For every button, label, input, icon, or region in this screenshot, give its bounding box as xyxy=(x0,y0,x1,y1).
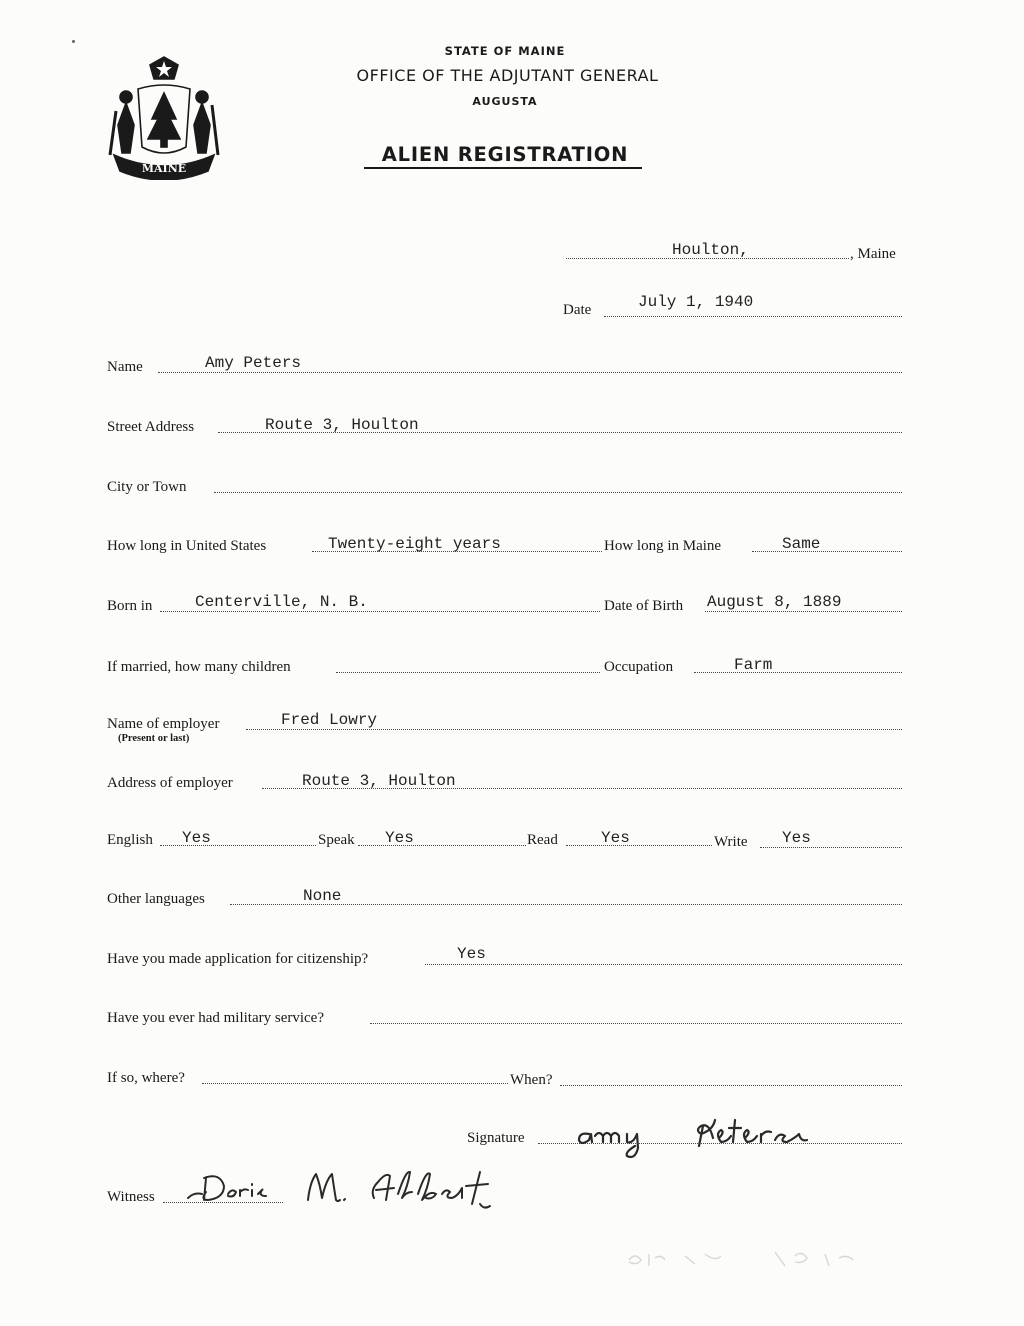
faint-bleed-through xyxy=(625,1244,875,1274)
ink-speck xyxy=(72,40,75,43)
write-value: Yes xyxy=(782,829,811,847)
where-line xyxy=(202,1083,508,1084)
signature-label: Signature xyxy=(467,1130,525,1146)
children-line xyxy=(336,672,600,673)
state-heading: STATE OF MAINE xyxy=(444,44,566,58)
date-of-birth-value: August 8, 1889 xyxy=(707,593,842,611)
employer-name-line xyxy=(246,729,902,730)
employer-address-value: Route 3, Houlton xyxy=(302,772,456,790)
how-long-us-label: How long in United States xyxy=(107,538,267,554)
date-label: Date xyxy=(563,302,592,318)
name-line xyxy=(158,372,902,373)
occupation-line xyxy=(694,672,902,673)
city-town-line xyxy=(214,492,902,493)
where-label: If so, where? xyxy=(107,1070,185,1086)
how-long-maine-value: Same xyxy=(782,535,821,553)
when-line xyxy=(560,1085,902,1086)
name-label: Name xyxy=(107,359,143,375)
speak-line xyxy=(358,845,526,846)
born-in-line xyxy=(160,611,600,612)
place-suffix: , Maine xyxy=(850,246,896,262)
occupation-value: Farm xyxy=(734,656,773,674)
how-long-maine-line xyxy=(752,551,902,552)
citizenship-value: Yes xyxy=(457,945,486,963)
witness-signature-image xyxy=(180,1162,520,1216)
military-label: Have you ever had military service? xyxy=(107,1010,324,1026)
other-languages-label: Other languages xyxy=(107,891,205,907)
born-in-value: Centerville, N. B. xyxy=(195,593,368,611)
employer-name-sublabel: (Present or last) xyxy=(118,733,190,744)
citizenship-label: Have you made application for citizenship? xyxy=(107,951,369,967)
date-of-birth-label: Date of Birth xyxy=(604,598,684,614)
date-of-birth-line xyxy=(705,611,902,612)
signature-image xyxy=(575,1112,837,1162)
citizenship-line xyxy=(425,964,902,965)
how-long-us-value: Twenty-eight years xyxy=(328,535,501,553)
office-heading: OFFICE OF THE ADJUTANT GENERAL xyxy=(356,66,659,85)
speak-value: Yes xyxy=(385,829,414,847)
when-label: When? xyxy=(510,1072,553,1088)
read-value: Yes xyxy=(601,829,630,847)
born-in-label: Born in xyxy=(107,598,153,614)
employer-name-value: Fred Lowry xyxy=(281,711,378,729)
write-label: Write xyxy=(714,834,748,850)
maine-seal-icon xyxy=(104,55,224,180)
speak-label: Speak xyxy=(318,832,355,848)
name-value: Amy Peters xyxy=(205,354,302,372)
form-title: ALIEN REGISTRATION xyxy=(381,143,629,166)
read-line xyxy=(566,845,712,846)
write-line xyxy=(760,847,902,848)
english-label: English xyxy=(107,832,153,848)
seal-text: MAINE xyxy=(141,162,187,175)
military-line xyxy=(370,1023,902,1024)
date-line xyxy=(604,316,902,317)
employer-address-label: Address of employer xyxy=(107,775,233,791)
city-heading: AUGUSTA xyxy=(472,95,538,108)
place-value: Houlton, xyxy=(672,241,749,259)
city-town-label: City or Town xyxy=(107,479,187,495)
employer-name-label: Name of employer xyxy=(107,716,220,732)
date-value: July 1, 1940 xyxy=(638,293,754,311)
read-label: Read xyxy=(527,832,558,848)
title-underline xyxy=(364,167,642,169)
children-label: If married, how many children xyxy=(107,659,291,675)
street-address-label: Street Address xyxy=(107,419,195,435)
english-value: Yes xyxy=(182,829,211,847)
street-address-value: Route 3, Houlton xyxy=(265,416,419,434)
other-languages-value: None xyxy=(303,887,342,905)
how-long-maine-label: How long in Maine xyxy=(604,538,722,554)
witness-label: Witness xyxy=(107,1189,155,1205)
occupation-label: Occupation xyxy=(604,659,674,675)
